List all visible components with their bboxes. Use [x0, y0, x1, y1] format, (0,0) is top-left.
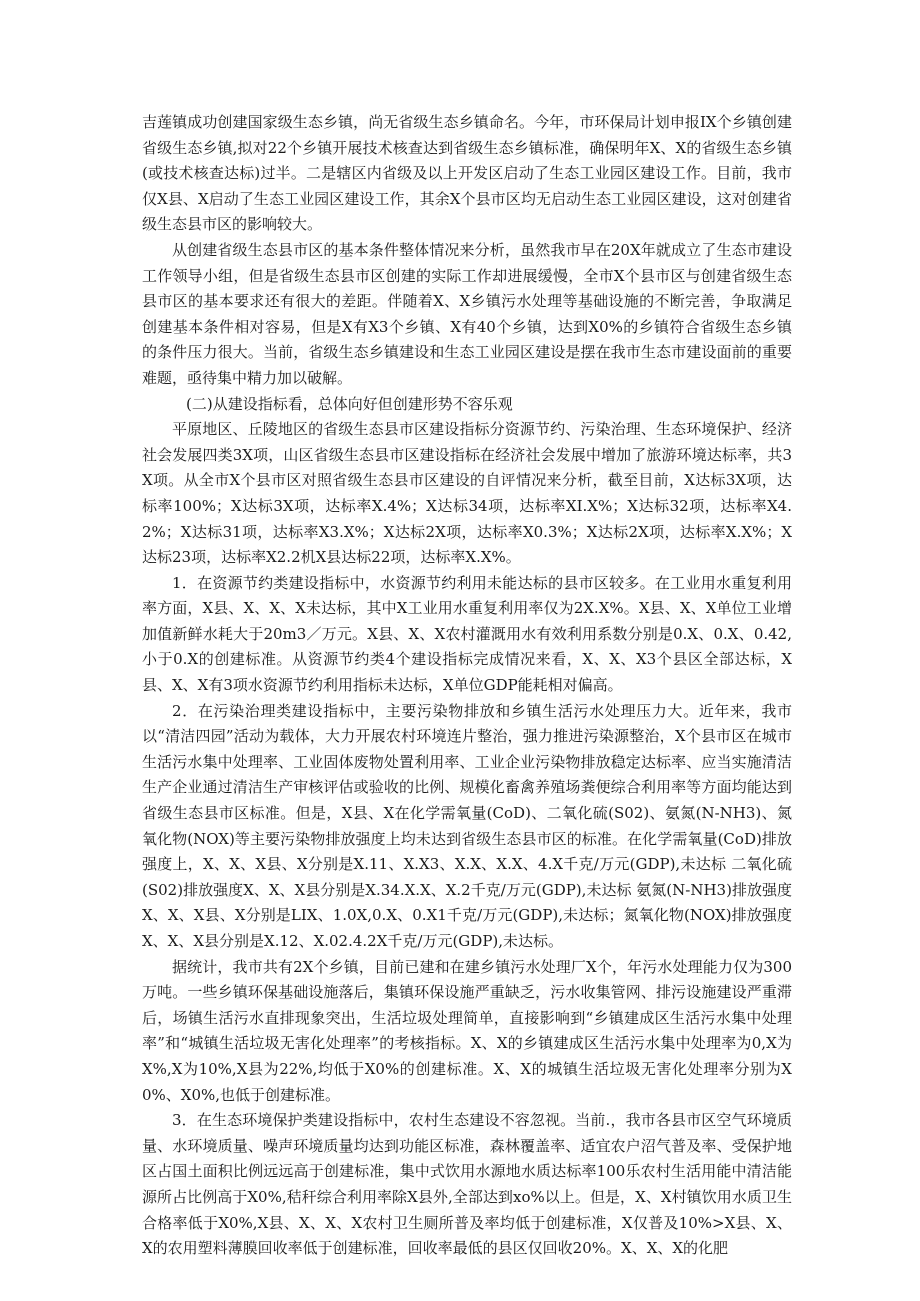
- document-page: [142, 110, 792, 1262]
- paragraph-pollution-control: 2．在污染治理类建设指标中，主要污染物排放和乡镇生活污水处理压力大。近年来，我市以“清洁四园”活动为载体，大力开展农村环境连片整治，强力推进污染源整治，X个县市区在城市生活污水集中处理率、工业固体废物处置利用率、工业企业污染物排放稳定达标率、应当实施清洁生产企业通过清洁生产审核评估或验收的比例、规模化畜禽养殖场粪便综合利用率等方面均能达到省级生态县市区标准。但是，X县、X在化学需氧量(CoD)、二氧化硫(S02)、氨氮(N-NH3)、氮氧化物(NOX)等主要污染物排放强度上均未达到省级生态县市区的标准。在化学需氧量(CoD)排放强度上，X、X、X县、X分别是X.11、X.X3、X.X、X.X、4.X千克/万元(GDP),未达标 二氧化硫(S02)排放强度X、X、X县分别是X.34.X.X、X.2千克/万元(GDP),未达标 氨氮(N-NH3)排放强度X、X、X县、X分别是LIX、1.0X,0.X、0.X1千克/万元(GDP),未达标；氮氧化物(NOX)排放强度X、X、X县分别是X.12、X.02.4.2X千克/万元(GDP),未达标。: [142, 701, 792, 950]
- paragraph-township-sewage: 据统计，我市共有2X个乡镇，目前已建和在建乡镇污水处理厂X个，年污水处理能力仅为300万吨。一些乡镇环保基础设施落后，集镇环保设施严重缺乏，污水收集管网、排污设施建设严重滞后，场镇生活污水直排现象突出，生活垃圾处理简单，直接影响到“乡镇建成区生活污水集中处理率”和“城镇生活垃圾无害化处理率”的考核指标。X、X的乡镇建成区生活污水集中处理率为0,X为X%,X为10%,X县为22%,均低于X0%的创建标准。X、X的城镇生活垃圾无害化处理率分别为X0%、X0%,也低于创建标准。: [142, 957, 792, 1104]
- paragraph-basic-conditions: 从创建省级生态县市区的基本条件整体情况来分析，虽然我市早在20X年就成立了生态市建设工作领导小组，但是省级生态县市区创建的实际工作却进展缓慢，全市X个县市区与创建省级生态县市区的基本要求还有很大的差距。伴随着X、X乡镇污水处理等基础设施的不断完善，争取满足创建基本条件相对容易，但是X有X3个乡镇、X有40个乡镇，达到X0%的乡镇符合省级生态乡镇的条件压力很大。当前，省级生态乡镇建设和生态工业园区建设是摆在我市生态市建设面前的重要难题，亟待集中精力加以破解。: [142, 240, 792, 387]
- paragraph-resource-conservation: 1．在资源节约类建设指标中，水资源节约利用未能达标的县市区较多。在工业用水重复利用率方面，X县、X、X、X未达标，其中X工业用水重复利用率仅为2X.X%。X县、X、X单位工业增加值新鲜水耗大于20m3／万元。X县、X、X农村灌溉用水有效利用系数分别是0.X、0.X、0.42,小于0.X的创建标准。从资源节约类4个建设指标完成情况来看，X、X、X3个县区全部达标，X县、X、X有3项水资源节约利用指标未达标，X单位GDP能耗相对偏高。: [142, 573, 792, 695]
- paragraph-ecological-towns: 吉莲镇成功创建国家级生态乡镇，尚无省级生态乡镇命名。今年，市环保局计划申报IX个乡镇创建省级生态乡镇,拟对22个乡镇开展技术核查达到省级生态乡镇标准，确保明年X、X的省级生态乡镇(或技术核查达标)过半。二是辖区内省级及以上开发区启动了生态工业园区建设工作。目前，我市仅X县、X启动了生态工业园区建设工作，其余X个县市区均无启动生态工业园区建设，这对创建省级生态县市区的影响较大。: [142, 113, 792, 234]
- section-heading-construction-indicators: (二)从建设指标看，总体向好但创建形势不容乐观: [186, 394, 513, 413]
- paragraph-indicator-overview: 平原地区、丘陵地区的省级生态县市区建设指标分资源节约、污染治理、生态环境保护、经济社会发展四类3X项，山区省级生态县市区建设指标在经济社会发展中增加了旅游环境达标率，共3X项。从全市X个县市区对照省级生态县市区建设的自评情况来分析，截至目前，X达标3X项，达标率100%；X达标3X项，达标率X.4%；X达标34项，达标率XI.X%；X达标32项，达标率X4.2%；X达标31项，达标率X3.X%；X达标2X项，达标率X0.3%；X达标2X项，达标率X.X%；X达标23项，达标率X2.2机X县达标22项，达标率X.X%。: [142, 420, 792, 567]
- paragraph-ecological-protection: 3．在生态环境保护类建设指标中，农村生态建设不容忽视。当前.，我市各县市区空气环境质量、水环境质量、噪声环境质量均达到功能区标准，森林覆盖率、适宜农户沼气普及率、受保护地区占国土面积比例远远高于创建标准，集中式饮用水源地水质达标率100乐农村生活用能中清洁能源所占比例高于X0%,秸秆综合利用率除X县外,全部达到xo%以上。但是，X、X村镇饮用水质卫生合格率低于X0%,X县、X、X、X农村卫生厕所普及率均低于创建标准，X仅普及10%>X县、X、X的农用塑料薄膜回收率低于创建标准，回收率最低的县区仅回收20%。X、X、X的化肥: [142, 1111, 792, 1258]
